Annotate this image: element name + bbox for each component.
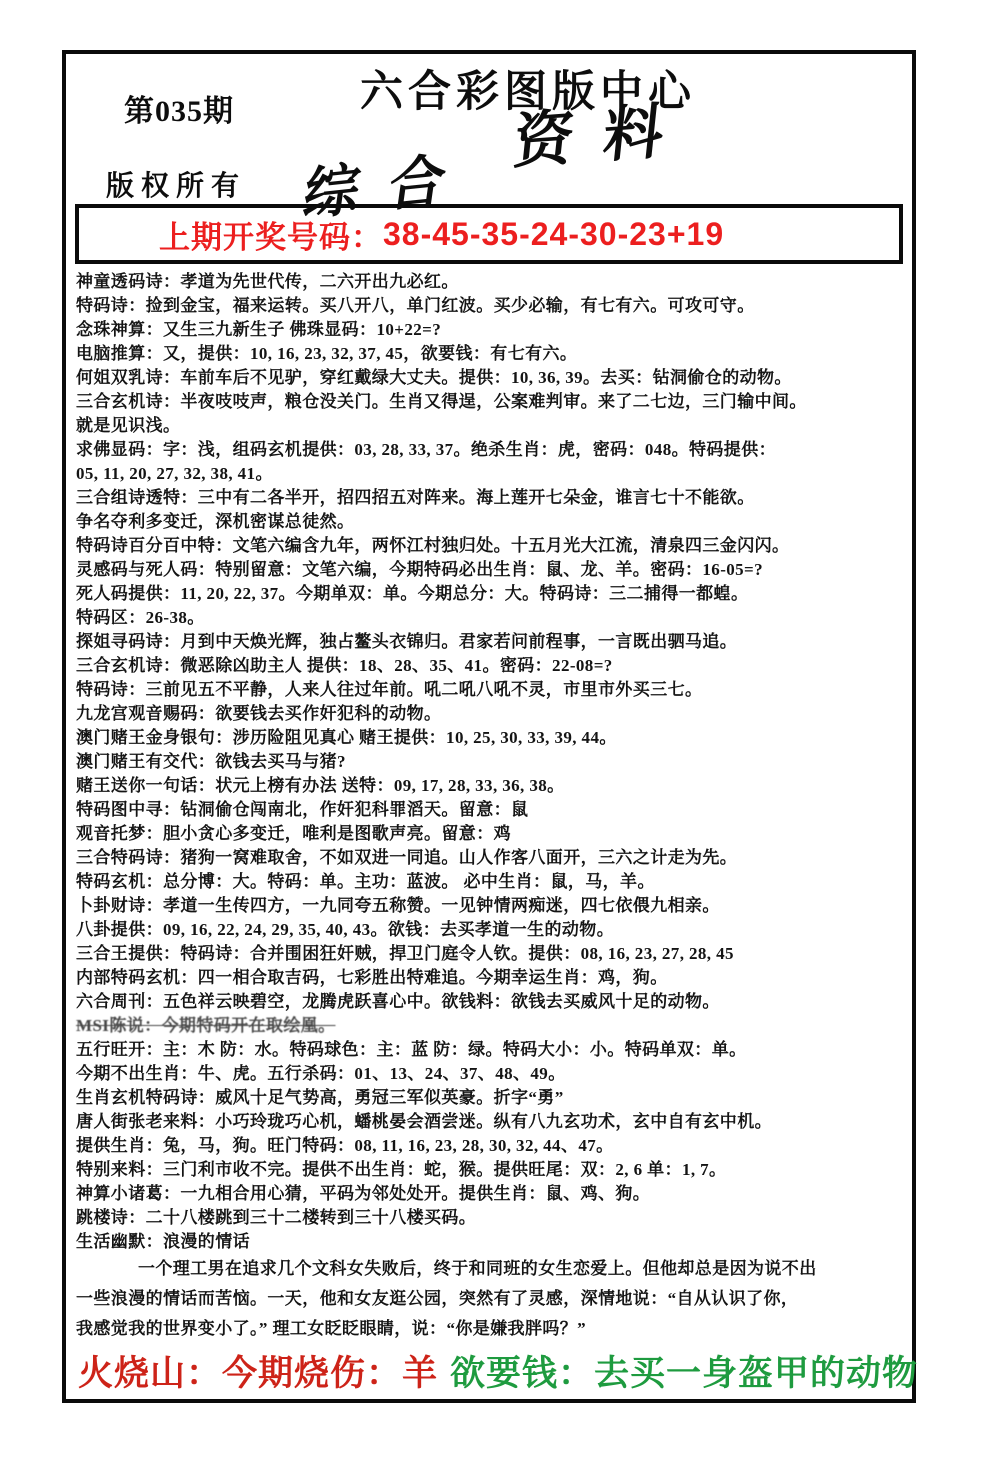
body-line: 三合特码诗：猪狗一窝难取舍，不如双进一同追。山人作客八面开，三六之计走为先。 bbox=[76, 848, 738, 867]
issue-number: 第035期 bbox=[124, 95, 234, 128]
header bbox=[66, 54, 912, 228]
body-line: 求佛显码：字：浅，组码玄机提供：03, 28, 33, 37。绝杀生肖：虎，密码：048。特码提供： bbox=[76, 440, 776, 459]
body-line: 内部特码玄机：四一相合取吉码，七彩胜出特难追。今期幸运生肖：鸡，狗。 bbox=[76, 968, 668, 987]
body-line: 特码玄机：总分博：大。特码：单。主功：蓝波。 必中生肖：鼠，马，羊。 bbox=[76, 872, 655, 891]
body-line: 八卦提供：09, 16, 22, 24, 29, 35, 40, 43。欲钱：去买孝道一生的动物。 bbox=[76, 920, 615, 939]
footer-red-text: 火烧山：今期烧伤：羊 bbox=[78, 1354, 439, 1393]
body-line: 观音托梦：胆小贪心多变迁，唯利是图歌声亮。留意：鸡 bbox=[76, 824, 511, 843]
body-line: 特码诗：捡到金宝，福来运转。买八开八，单门红波。买少必输，有七有六。可攻可守。 bbox=[76, 296, 755, 315]
body-line: 提供生肖：兔，马，狗。旺门特码：08, 11, 16, 23, 28, 30, 32, 44、47。 bbox=[76, 1136, 614, 1155]
subtitle-calligraphy-left: 综合 bbox=[299, 146, 480, 228]
body-line: MSI陈说：今期特码开在取绘凰。 bbox=[76, 1016, 336, 1035]
body-line: 生活幽默：浪漫的情话 bbox=[76, 1232, 250, 1251]
body-line: 死人码提供：11, 20, 22, 37。今期单双：单。今期总分：大。特码诗：三二捕得一都蝗。 bbox=[76, 584, 749, 603]
body-line: 六合周刊：五色祥云映碧空，龙腾虎跃喜心中。欲钱料：欲钱去买威风十足的动物。 bbox=[76, 992, 720, 1011]
body-line: 今期不出生肖：牛、虎。五行杀码：01、13、24、37、48、49。 bbox=[76, 1064, 566, 1083]
body-line: 特码诗：三前见五不平静，人来人往过年前。吼二吼八吼不灵，市里市外买三七。 bbox=[76, 680, 703, 699]
body-line: 唐人街张老来料：小巧玲珑巧心机，蟠桃晏会酒尝迷。纵有八九玄功术，玄中自有玄中机。 bbox=[76, 1112, 772, 1131]
body-line: 灵感码与死人码：特别留意：文笔六编，今期特码必出生肖：鼠、龙、羊。密码：16-05=? bbox=[76, 560, 764, 579]
body-line: 电脑推算：又，提供：10, 16, 23, 32, 37, 45，欲要钱：有七有六。 bbox=[76, 344, 578, 363]
body-line: 跳楼诗：二十八楼跳到三十二楼转到三十八楼买码。 bbox=[76, 1208, 477, 1227]
body-line: 一些浪漫的情话而苦恼。一天，他和女友逛公园，突然有了灵感，深情地说：“自从认识了你， bbox=[76, 1289, 799, 1308]
copyright-label: 版权所有 bbox=[106, 171, 247, 202]
body-line: 念珠神算：又生三九新生子 佛珠显码：10+22=? bbox=[76, 320, 442, 339]
body-line: 五行旺开：主：木 防：水。特码球色：主：蓝 防：绿。特码大小：小。特码单双：单。 bbox=[76, 1040, 747, 1059]
last-draw-numbers: 38-45-35-24-30-23+19 bbox=[383, 215, 725, 252]
body-line: 三合王提供：特码诗：合并围困狂奸贼，捍卫门庭令人钦。提供：08, 16, 23, 27, 28, 45 bbox=[76, 944, 734, 963]
body-line: 特别来料：三门利市收不完。提供不出生肖：蛇，猴。提供旺尾：双：2, 6 单：1, 7。 bbox=[76, 1160, 727, 1179]
page-title: 六合彩图版中心 bbox=[360, 69, 696, 116]
last-draw-box bbox=[75, 204, 903, 264]
body-line: 神童透码诗：孝道为先世代传，二六开出九必红。 bbox=[76, 272, 459, 291]
last-draw-label: 上期开奖号码： bbox=[159, 219, 383, 255]
body-line: 生肖玄机特码诗：威风十足气势高，勇冠三军似英豪。折字“勇” bbox=[76, 1088, 564, 1107]
body-line: 就是见识浅。 bbox=[76, 416, 181, 435]
body-line: 特码图中寻：钻洞偷仓闯南北，作奸犯科罪滔天。留意：鼠 bbox=[76, 800, 529, 819]
body-line: 三合玄机诗：半夜吱吱声，粮仓没关门。生肖又得逞，公案难判审。来了二七边，三门输中间。 bbox=[76, 392, 807, 411]
body-line: 我感觉我的世界变小了。” 理工女眨眨眼睛，说：“你是嫌我胖吗？” bbox=[76, 1319, 587, 1338]
body-line: 澳门赌王有交代：欲钱去买马与猪? bbox=[76, 752, 346, 771]
body-line: 特码区：26-38。 bbox=[76, 608, 205, 627]
body-line: 05, 11, 20, 27, 32, 38, 41。 bbox=[76, 464, 273, 483]
body-line: 澳门赌王金身银句：涉历险阻见真心 赌王提供：10, 25, 30, 33, 39, 44。 bbox=[76, 728, 617, 747]
body-line: 神算小诸葛：一九相合用心猜，平码为邻处处开。提供生肖：鼠、鸡、狗。 bbox=[76, 1184, 651, 1203]
footer-line bbox=[66, 1346, 919, 1396]
footer-green-text: 欲要钱：去买一身盔甲的动物 bbox=[450, 1354, 919, 1393]
body-line: 三合玄机诗：微恶除凶助主人 提供：18、28、35、41。密码：22-08=? bbox=[76, 656, 613, 675]
body-line: 一个理工男在追求几个文科女失败后，终于和同班的女生恋爱上。但他却总是因为说不出 bbox=[138, 1259, 817, 1278]
body-line: 三合组诗透特：三中有二各半开，招四招五对阵来。海上莲开七朵金，谁言七十不能欲。 bbox=[76, 488, 755, 507]
body-line: 赌王送你一句话：状元上榜有办法 送特：09, 17, 28, 33, 36, 38。 bbox=[76, 776, 565, 795]
lottery-tip-sheet bbox=[62, 50, 919, 1403]
tips-body bbox=[66, 264, 912, 1344]
body-line: 何姐双乳诗：车前车后不见驴，穿红戴绿大丈夫。提供：10, 36, 39。去买：钻洞偷仓的动物。 bbox=[76, 368, 792, 387]
body-line: 特码诗百分百中特：文笔六编含九年，两怀江村独归处。十五月光大江流，清泉四三金闪闪。 bbox=[76, 536, 790, 555]
body-line: 争名夺利多变迁，深机密谋总徒然。 bbox=[76, 512, 355, 531]
subtitle-calligraphy-right: 资料 bbox=[510, 96, 697, 176]
body-line: 探姐寻码诗：月到中天焕光辉，独占鳌头衣锦归。君家若问前程事，一言既出驷马追。 bbox=[76, 632, 738, 651]
body-line: 九龙宫观音赐码：欲要钱去买作奸犯科的动物。 bbox=[76, 704, 442, 723]
body-line: 卜卦财诗：孝道一生传四方，一九同夸五称赞。一见钟情两痴迷，四七依偎九相亲。 bbox=[76, 896, 720, 915]
